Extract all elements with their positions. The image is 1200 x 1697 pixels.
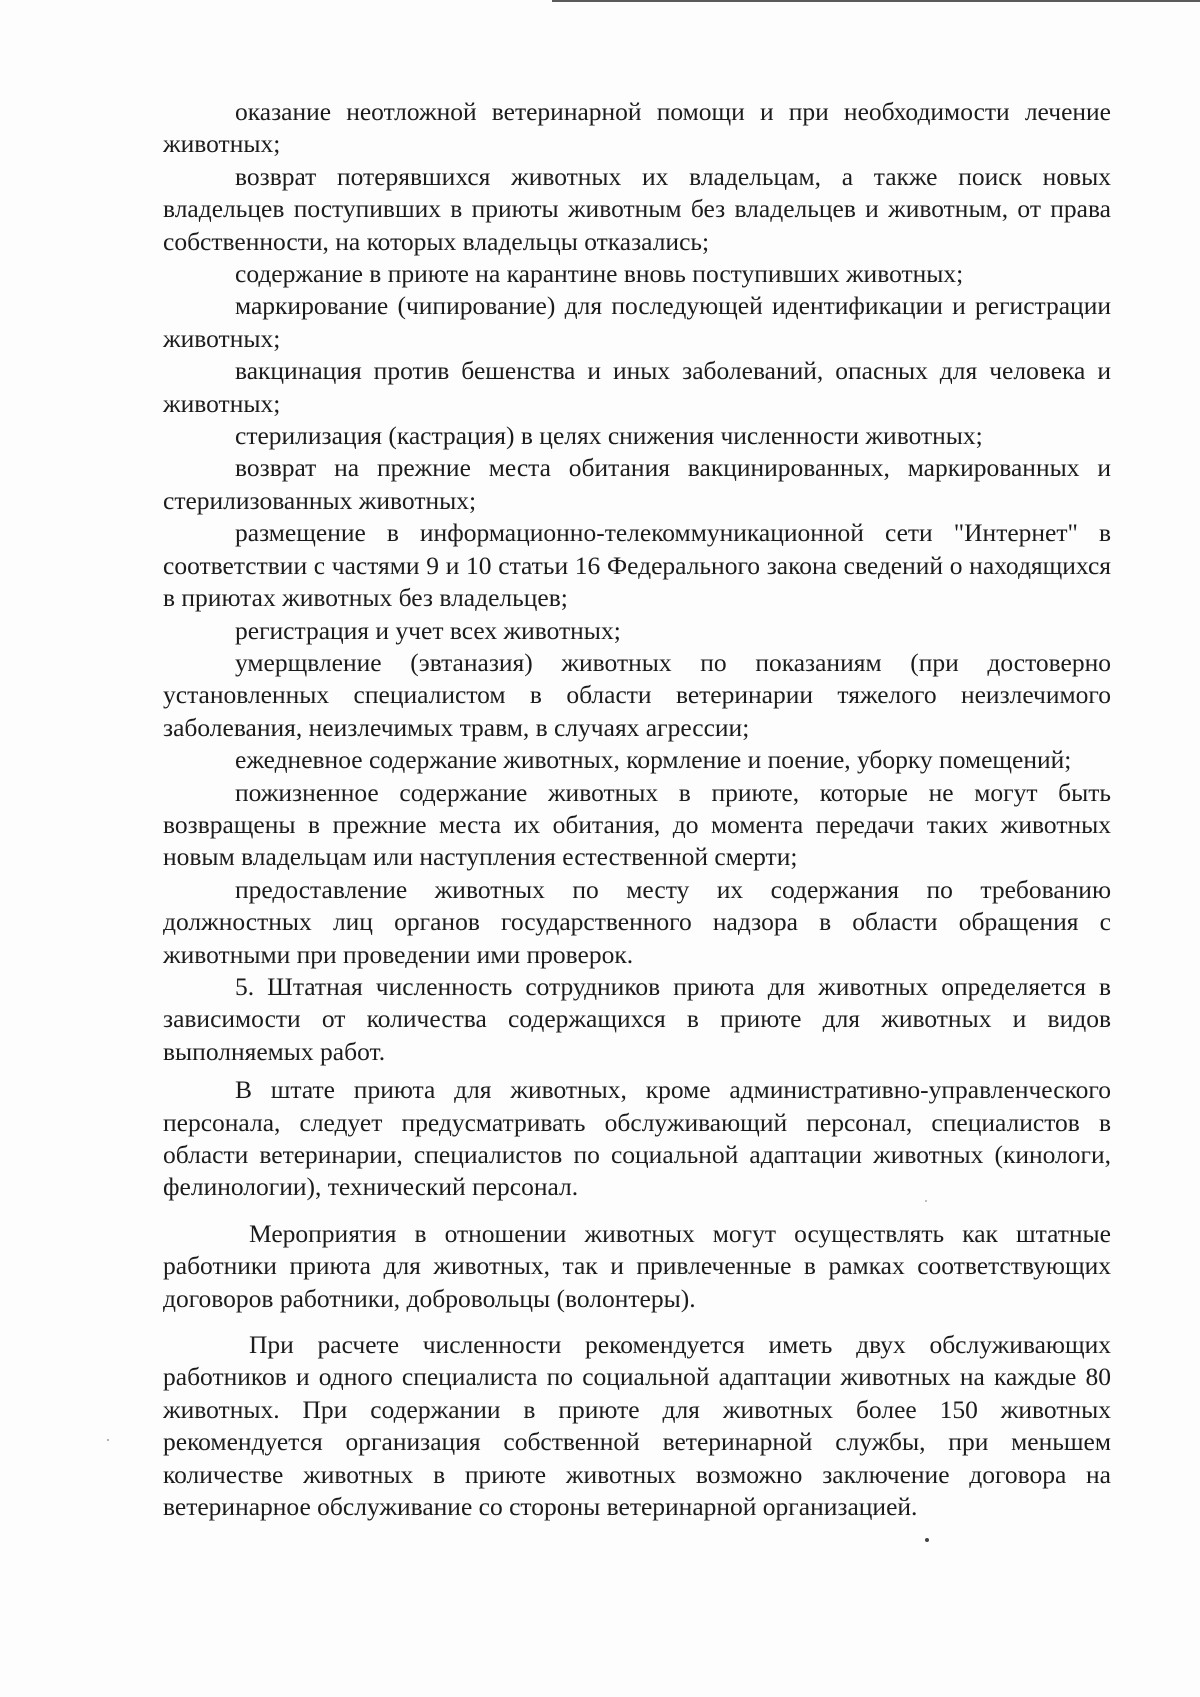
list-item-emergency-care: оказание неотложной ветеринарной помощи и при необходимости лечение животных;: [163, 97, 1111, 159]
list-item-registration: регистрация и учет всех животных;: [235, 615, 621, 645]
list-item-inspection: предоставление животных по месту их содержания по требованию должностных лиц органов государственного надзора в области обращения с животными при проведении ими проверок.: [163, 874, 1111, 969]
list-item-return-owners: возврат потерявшихся животных их владельцам, а также поиск новых владельцев поступивших в приюты животным без владельцев и животным, от права собственности, на которых владельцы отказались;: [163, 161, 1111, 256]
paragraph-staff-calculation: При расчете численности рекомендуется иметь двух обслуживающих работников и одного специалиста по социальной адаптации животных на каждые 80 животных. При содержании в приюте для животных более 150 животных рекомендуется организация собственной ветеринарной службы, при меньшем количестве животных в приюте животных возможно заключение договора на ветеринарное обслуживание со стороны ветеринарной организацией.: [163, 1330, 1111, 1522]
scan-speck: [925, 1200, 927, 1202]
scan-speck: [925, 1538, 929, 1542]
list-item-return-habitat: возврат на прежние места обитания вакцинированных, маркированных и стерилизованных животных;: [163, 453, 1111, 515]
scan-edge-rule: [552, 0, 1200, 2]
list-item-euthanasia: умерщвление (эвтаназия) животных по показаниям (при достоверно установленных специалистом в области ветеринарии тяжелого неизлечимого заболевания, неизлечимых травм, в случаях агрессии;: [163, 647, 1111, 742]
list-item-sterilization: стерилизация (кастрация) в целях снижения численности животных;: [235, 421, 983, 451]
list-item-vaccination: вакцинация против бешенства и иных заболеваний, опасных для человека и животных;: [163, 356, 1111, 418]
scan-speck: [107, 1439, 109, 1441]
paragraph-activities: Мероприятия в отношении животных могут осуществлять как штатные работники приюта для животных, так и привлеченные в рамках соответствующих договоров работники, добровольцы (волонтеры).: [163, 1218, 1111, 1313]
paragraph-staff-composition: В штате приюта для животных, кроме административно-управленческого персонала, следует предусматривать обслуживающий персонал, специалистов в области ветеринарии, специалистов по социальной адаптации животных (кинологи, фелинологии), технический персонал.: [163, 1075, 1111, 1202]
list-item-quarantine: содержание в приюте на карантине вновь поступивших животных;: [235, 259, 964, 289]
section-5-staffing: 5. Штатная численность сотрудников приюта для животных определяется в зависимости от количества содержащихся в приюте для животных и видов выполняемых работ.: [163, 971, 1111, 1066]
document-body: [163, 96, 1111, 1523]
list-item-internet-publication: размещение в информационно-телекоммуникационной сети "Интернет" в соответствии с частями 9 и 10 статьи 16 Федерального закона сведений о находящихся в приютах животных без владельцев;: [163, 518, 1111, 613]
list-item-chipping: маркирование (чипирование) для последующей идентификации и регистрации животных;: [163, 291, 1111, 353]
list-item-daily-care: ежедневное содержание животных, кормление и поение, уборку помещений;: [235, 745, 1072, 775]
list-item-lifetime-care: пожизненное содержание животных в приюте, которые не могут быть возвращены в прежние места их обитания, до момента передачи таких животных новым владельцам или наступления естественной смерти;: [163, 777, 1111, 872]
